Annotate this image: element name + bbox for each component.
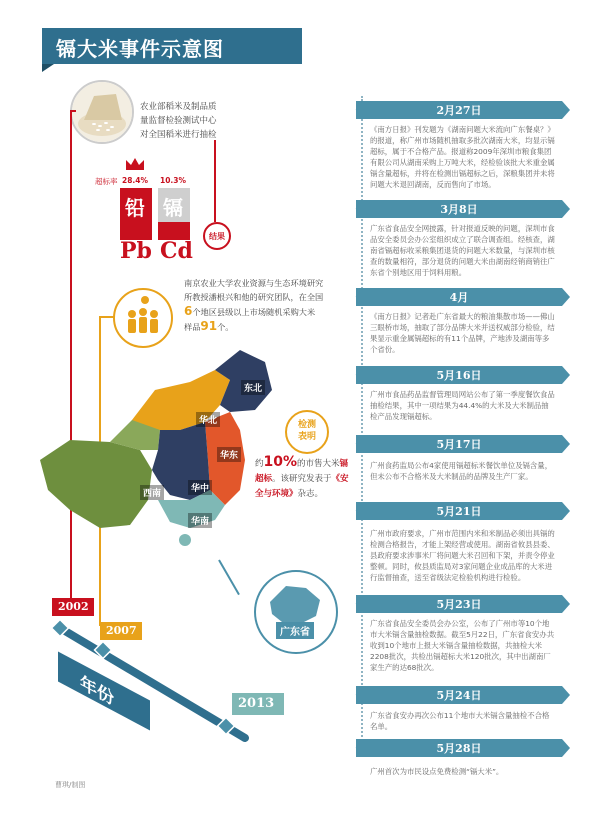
event-header <box>356 502 562 520</box>
finding-text <box>255 455 355 502</box>
nanjing-line-4-pre: 样品 <box>184 322 201 332</box>
nanjing-line-3-rest: 个地区县级以上市场随机采购大米 <box>192 307 316 317</box>
region-northeast: 东北 <box>241 380 265 395</box>
event-header <box>356 200 562 218</box>
event-text: 广州市食品药品监督管理局网站公布了第一季度餐饮食品抽检结果，其中一项结果为44.4%的大米及大米制品抽检产品发现镉超标。 <box>370 390 555 421</box>
detect-badge <box>285 410 329 454</box>
event-text: 广东省食品安全委员会办公室，公布了广州市等10个地市大米镉含量抽检数据。截至5月22日，广东省食安办共收到10个地市上报大米镉含量抽检数据，共抽检大米2208批次，共检出镉超标大米120批次，其中出湖南厂家生产的达68批次。 <box>370 619 555 672</box>
cd-symbol: Cd <box>160 238 193 264</box>
event-date: 5月21日 <box>436 505 482 518</box>
title-notch <box>42 64 54 72</box>
rice-image <box>70 80 134 144</box>
event-header <box>356 435 562 453</box>
orange-connector-h <box>99 316 115 318</box>
credit: 曹琪/制图 <box>55 781 86 789</box>
event-date: 5月16日 <box>436 369 482 382</box>
finding-mid: 的市售大米 <box>297 459 340 469</box>
pb-symbol: Pb <box>120 238 152 264</box>
region-south: 华南 <box>188 513 212 528</box>
rice-bag-icon <box>72 82 132 142</box>
people-group-icon <box>115 290 171 346</box>
pb-rate: 28.4% <box>122 176 149 185</box>
event-date: 4月 <box>449 291 469 304</box>
event-header <box>356 288 562 306</box>
region-count: 6 <box>184 304 193 318</box>
nanjing-line-2: 所教授潘根兴和他的研究团队，在全国 <box>184 292 324 302</box>
region-southwest: 西南 <box>140 485 164 500</box>
crown-icon <box>124 156 146 172</box>
event-date: 5月28日 <box>436 742 482 755</box>
event-date: 2月27日 <box>436 104 482 117</box>
event-text: 广州首次为市民设点免费检测“镉大米”。 <box>370 767 504 776</box>
nanjing-line-1: 南京农业大学农业资源与生态环境研究 <box>184 278 324 288</box>
researchers-badge <box>113 288 173 348</box>
event-header <box>356 366 562 384</box>
finding-post: 。该研究发表于 <box>272 474 332 484</box>
guangdong-label: 广东省 <box>276 622 314 639</box>
teal-connector <box>218 560 240 596</box>
event-text: 《南方日报》刊发题为《湖南问题大米流向广东餐桌？》的报道，称广州市场随机抽取多批次湖南大米，均显示镉超标，属于不合格产品。报道称2009年深圳市粮食集团有限公司从湖南采购上万吨大米，经检验该批大米重金属镉含量超标，并将在检测出镉超标之后，深粮集团并未将问题大米退回湖南，反而售向了市场。 <box>370 125 555 189</box>
year-2007: 2007 <box>106 624 137 637</box>
year-2013: 2013 <box>238 696 275 711</box>
event-date: 5月24日 <box>436 689 482 702</box>
year-label: 年份 <box>80 672 114 711</box>
red-connector-right <box>214 140 216 222</box>
event-text: 广东省食品安全网披露，针对报道反映的问题，深圳市食品安全委员会办公室组织成立了联合调查组。经核查，湖南省镉超标收采粮集团退货的问题大米数量，与深圳市核查的数量相符，部分退货的问题大米由湖南经销商销往广东省个别地区用于饲料用粮。 <box>370 224 555 277</box>
detect-label: 检测表明 <box>297 420 316 442</box>
test-center-text <box>140 100 250 142</box>
finding-journal: 《安全与环境》 <box>255 474 349 499</box>
year-2002: 2002 <box>58 600 89 613</box>
event-date: 3月8日 <box>440 203 478 216</box>
event-header <box>356 101 562 119</box>
sample-count: 91 <box>200 319 218 333</box>
event-date: 5月17日 <box>436 438 482 451</box>
test-center-line-3: 对全国稻米进行抽检 <box>140 130 217 140</box>
finding-pre: 约 <box>255 459 264 469</box>
nanjing-research-text <box>184 276 354 334</box>
page-title: 镉大米事件示意图 <box>56 37 224 61</box>
exceed-rate-label: 超标率 <box>95 177 118 186</box>
region-central: 华中 <box>188 480 212 495</box>
event-header <box>356 686 562 704</box>
finding-highlight: 镉超标 <box>255 459 349 484</box>
nanjing-line-3 <box>184 304 354 319</box>
test-center-line-1: 农业部稻米及制品质 <box>140 102 217 112</box>
region-east: 华东 <box>217 447 241 462</box>
event-text: 《南方日报》记者赴广东省最大的粮油集散市场——佛山三眼桥市场，抽取了部分品牌大米并送权威部分检验，结果显示重金属镉超标的有11个品牌，产地涉及湖南等多个省份。 <box>370 312 555 354</box>
pb-element-cn: 铅 <box>125 196 145 220</box>
region-north: 华北 <box>196 412 220 427</box>
event-text: 广东省食安办再次公布11个地市大米镉含量抽检不合格名单。 <box>370 711 550 731</box>
result-label: 结果 <box>209 232 225 241</box>
test-center-line-2: 量监督检验测试中心 <box>140 116 217 126</box>
nanjing-line-4-post: 个。 <box>217 322 234 332</box>
event-header <box>356 595 562 613</box>
event-header <box>356 739 562 757</box>
event-text: 广州食药监局公布4家使用镉超标米餐饮单位及镉含量，但未公布不合格米及大米制品的品牌及生产厂家。 <box>370 461 553 481</box>
red-connector-h <box>70 110 76 112</box>
event-date: 5月23日 <box>436 598 482 611</box>
result-badge <box>203 222 231 250</box>
finding-end: 杂志。 <box>297 489 324 499</box>
finding-pct: 10% <box>263 454 298 470</box>
timeline-line <box>361 96 363 756</box>
cd-rate: 10.3% <box>160 176 187 185</box>
cd-element-cn: 镉 <box>163 196 183 220</box>
title-banner <box>42 28 302 64</box>
event-text: 广州市政府要求，广州市范围内米和米制品必须出具镉的检测合格报告，才能上架经营或使用。湖南省攸县县委、县政府要求涉事米厂将问题大米召回和下架，并责令停业整顿。同时，攸县质监局对3家问题企业成品库的大米进行监督抽查，送至省级法定检验机构进行检验。 <box>370 529 555 582</box>
nanjing-line-4 <box>184 319 354 334</box>
